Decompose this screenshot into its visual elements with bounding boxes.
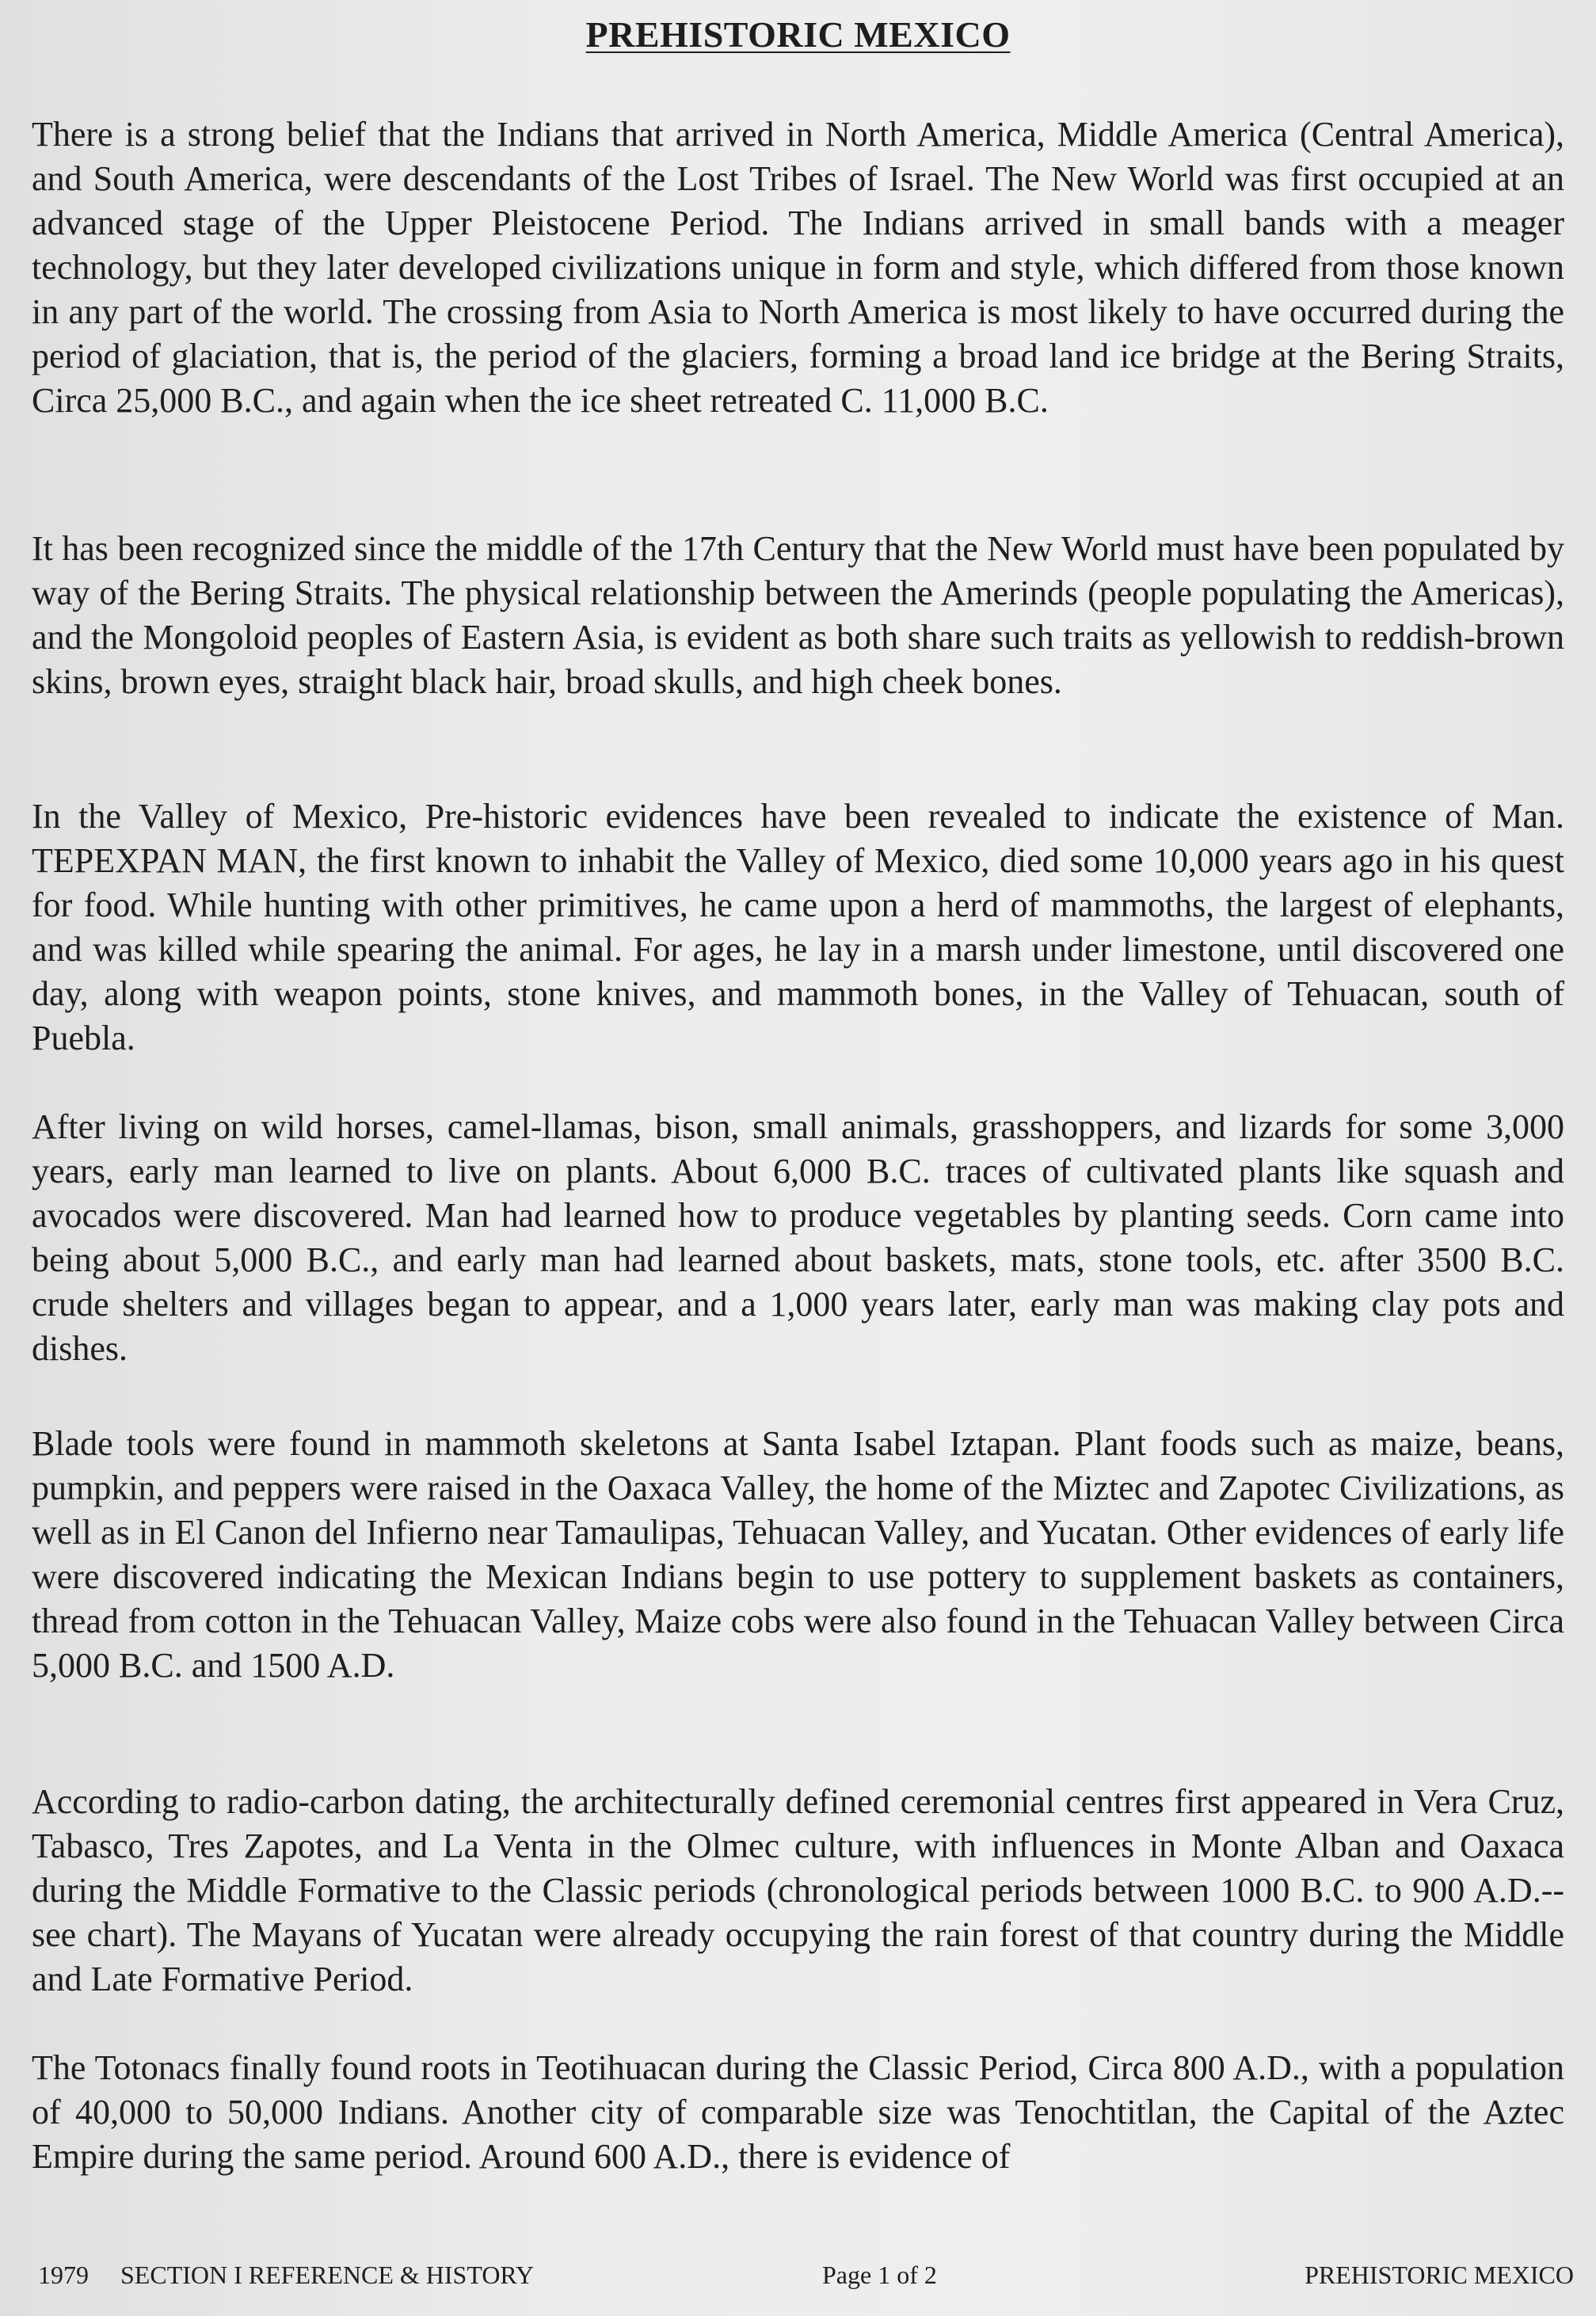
page-number: Page 1 of 2 bbox=[822, 2261, 937, 2289]
footer-year: 1979 bbox=[38, 2261, 89, 2289]
footer-running-title: PREHISTORIC MEXICO bbox=[1305, 2261, 1574, 2289]
footer-section: SECTION I REFERENCE & HISTORY bbox=[120, 2261, 535, 2289]
paragraph-amerinds: It has been recognized since the middle of the 17th Century that the New World must have been populated by way of the Bering Straits. The physical relationship between the Amerinds (people populating the Americas), and the Mongoloid peoples of Eastern Asia, is evident as both share such traits as yellowish to reddish-brown skins, brown eyes, straight black hair, broad skulls, and high cheek bones. bbox=[32, 529, 1564, 701]
paragraph-blade-tools: Blade tools were found in mammoth skeletons at Santa Isabel Iztapan. Plant foods such as maize, beans, pumpkin, and peppers were raised in the Oaxaca Valley, the home of the Miztec and Zapotec Civilizations, as well as in El Canon del Infierno near Tamaulipas, Tehuacan Valley, and Yucatan. Other evidences of early life were discovered indicating the Mexican Indians begin to use pottery to supplement baskets as containers, thread from cotton in the Tehuacan Valley, Maize cobs were also found in the Tehuacan Valley between Circa 5,000 B.C. and 1500 A.D. bbox=[32, 1424, 1564, 1685]
paragraph-bering-crossing: There is a strong belief that the Indians that arrived in North America, Middle America (Central America), and South America, were descendants of the Lost Tribes of Israel. The New World was first occupied at an advanced stage of the Upper Pleistocene Period. The Indians arrived in small bands with a meager technology, but they later developed civilizations unique in form and style, which differed from those known in any part of the world. The crossing from Asia to North America is most likely to have occurred during the period of glaciation, that is, the period of the glaciers, forming a broad land ice bridge at the Bering Straits, Circa 25,000 B.C., and again when the ice sheet retreated C. 11,000 B.C. bbox=[32, 115, 1564, 420]
paragraph-totonacs: The Totonacs finally found roots in Teotihuacan during the Classic Period, Circa 800 A.D., with a population of 40,000 to 50,000 Indians. Another city of comparable size was Tenochtitlan, the Capital of the Aztec Empire during the same period. Around 600 A.D., there is evidence of bbox=[32, 2048, 1564, 2176]
page-title: PREHISTORIC MEXICO bbox=[585, 14, 1011, 55]
paragraph-early-agriculture: After living on wild horses, camel-llamas, bison, small animals, grasshoppers, and lizards for some 3,000 years, early man learned to live on plants. About 6,000 B.C. traces of cultivated plants like squash and avocados were discovered. Man had learned how to produce vegetables by planting seeds. Corn came into being about 5,000 B.C., and early man had learned about baskets, mats, stone tools, etc. after 3500 B.C. crude shelters and villages began to appear, and a 1,000 years later, early man was making clay pots and dishes. bbox=[32, 1107, 1564, 1368]
footer-left bbox=[38, 2259, 534, 2291]
paragraph-tepexpan-man: In the Valley of Mexico, Pre-historic evidences have been revealed to indicate the existence of Man. TEPEXPAN MAN, the first known to inhabit the Valley of Mexico, died some 10,000 years ago in his quest for food. While hunting with other primitives, he came upon a herd of mammoths, the largest of elephants, and was killed while spearing the animal. For ages, he lay in a marsh under limestone, until discovered one day, along with weapon points, stone knives, and mammoth bones, in the Valley of Tehuacan, south of Puebla. bbox=[32, 797, 1564, 1057]
paragraph-ceremonial-centres: According to radio-carbon dating, the architecturally defined ceremonial centres first appeared in Vera Cruz, Tabasco, Tres Zapotes, and La Venta in the Olmec culture, with influences in Monte Alban and Oaxaca during the Middle Formative to the Classic periods (chronological periods between 1000 B.C. to 900 A.D.--see chart). The Mayans of Yucatan were already occupying the rain forest of that country during the Middle and Late Formative Period. bbox=[32, 1782, 1564, 1998]
